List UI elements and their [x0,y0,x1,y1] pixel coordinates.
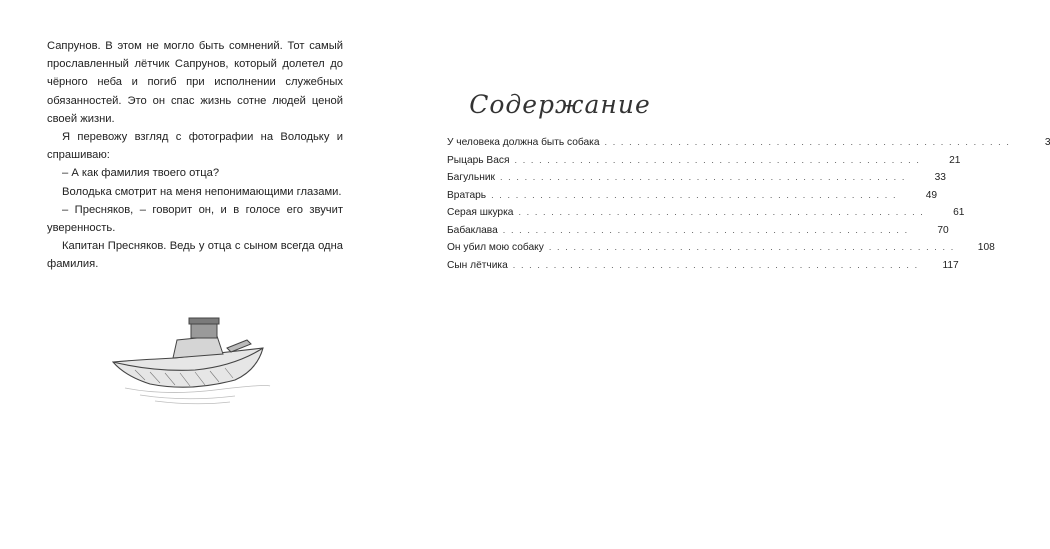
toy-boat-illustration [95,300,285,410]
toc-entry-title: Вратарь [447,189,487,201]
toc-dot-leader: . . . . . . . . . . . . . . . . . . . . . . . . . . . . . . . . . . . . . . . . . . . . . . . . . . [512,259,919,270]
toc-entry-title: Сын лётчика [447,259,508,271]
paragraph: Я перевожу взгляд с фотографии на Володьку и спрашиваю: [47,131,343,162]
toc-page-number: 117 [942,259,959,271]
toc-page-number: 3 [1044,137,1050,148]
toc-dot-leader: . . . . . . . . . . . . . . . . . . . . . . . . . . . . . . . . . . . . . . . . . . . . . . . . . . [502,224,909,235]
toc-page-number: 33 [934,172,946,183]
toc-dot-leader: . . . . . . . . . . . . . . . . . . . . . . . . . . . . . . . . . . . . . . . . . . . . . . . . . . [499,172,906,182]
toc-entry-title: У человека должна быть собака [447,137,600,148]
toc-dot-leader: . . . . . . . . . . . . . . . . . . . . . . . . . . . . . . . . . . . . . . . . . . . . . . . . . . [514,154,921,165]
toc-entry-title: Багульник [447,172,495,183]
toc-page-number: 108 [977,242,995,253]
toc-entry[interactable] [447,207,965,225]
toc-entry-title: Серая шкурка [447,207,514,218]
toc-page-number: 70 [937,224,949,236]
toc-dot-leader: . . . . . . . . . . . . . . . . . . . . . . . . . . . . . . . . . . . . . . . . . . . . . . . . . . [491,189,898,200]
toc-dot-leader: . . . . . . . . . . . . . . . . . . . . . . . . . . . . . . . . . . . . . . . . . . . . . . . . . . [518,207,925,217]
toc-entry[interactable] [447,154,961,173]
water-reflection [125,386,270,404]
paragraph: Володька смотрит на меня непонимающими глазами. [62,185,342,198]
toc-page-number: 61 [953,207,965,218]
toc-page-number: 49 [925,189,938,201]
paragraph: Капитан Пресняков. Ведь у отца с сыном всегда одна фамилия. [47,240,343,271]
paragraph: – А как фамилия твоего отца? [62,167,220,180]
paragraph: – Пресняков, – говорит он, и в голосе его звучит уверенность. [47,203,343,235]
toc-entry-title: Бабаклава [447,224,498,236]
toc-entry[interactable] [447,172,946,190]
toc-entry[interactable] [447,189,938,208]
toc-entry[interactable] [447,224,949,243]
toc-entry[interactable] [447,242,995,260]
toc-entry-title: Рыцарь Вася [447,154,510,166]
toc-page-number: 21 [949,154,961,166]
toc-title: Содержание [469,90,651,119]
toc-entry[interactable] [447,259,959,278]
paragraph: Сапрунов. В этом не могло быть сомнений. Тот самый прославленный лётчик Сапрунов, который долетел до чёрного неба и погиб при исполнении служебных обязанностей. Это он спас жизнь сотне людей ценой своей жизни. [47,40,343,125]
toc-dot-leader: . . . . . . . . . . . . . . . . . . . . . . . . . . . . . . . . . . . . . . . . . . . . . . . . . . [548,242,955,252]
toc-entry[interactable] [447,137,1050,155]
table-of-contents [447,137,1050,277]
toc-entry-title: Он убил мою собаку [447,242,544,253]
left-page [47,37,343,274]
toc-dot-leader: . . . . . . . . . . . . . . . . . . . . . . . . . . . . . . . . . . . . . . . . . . . . . . . . . . [604,137,1011,147]
